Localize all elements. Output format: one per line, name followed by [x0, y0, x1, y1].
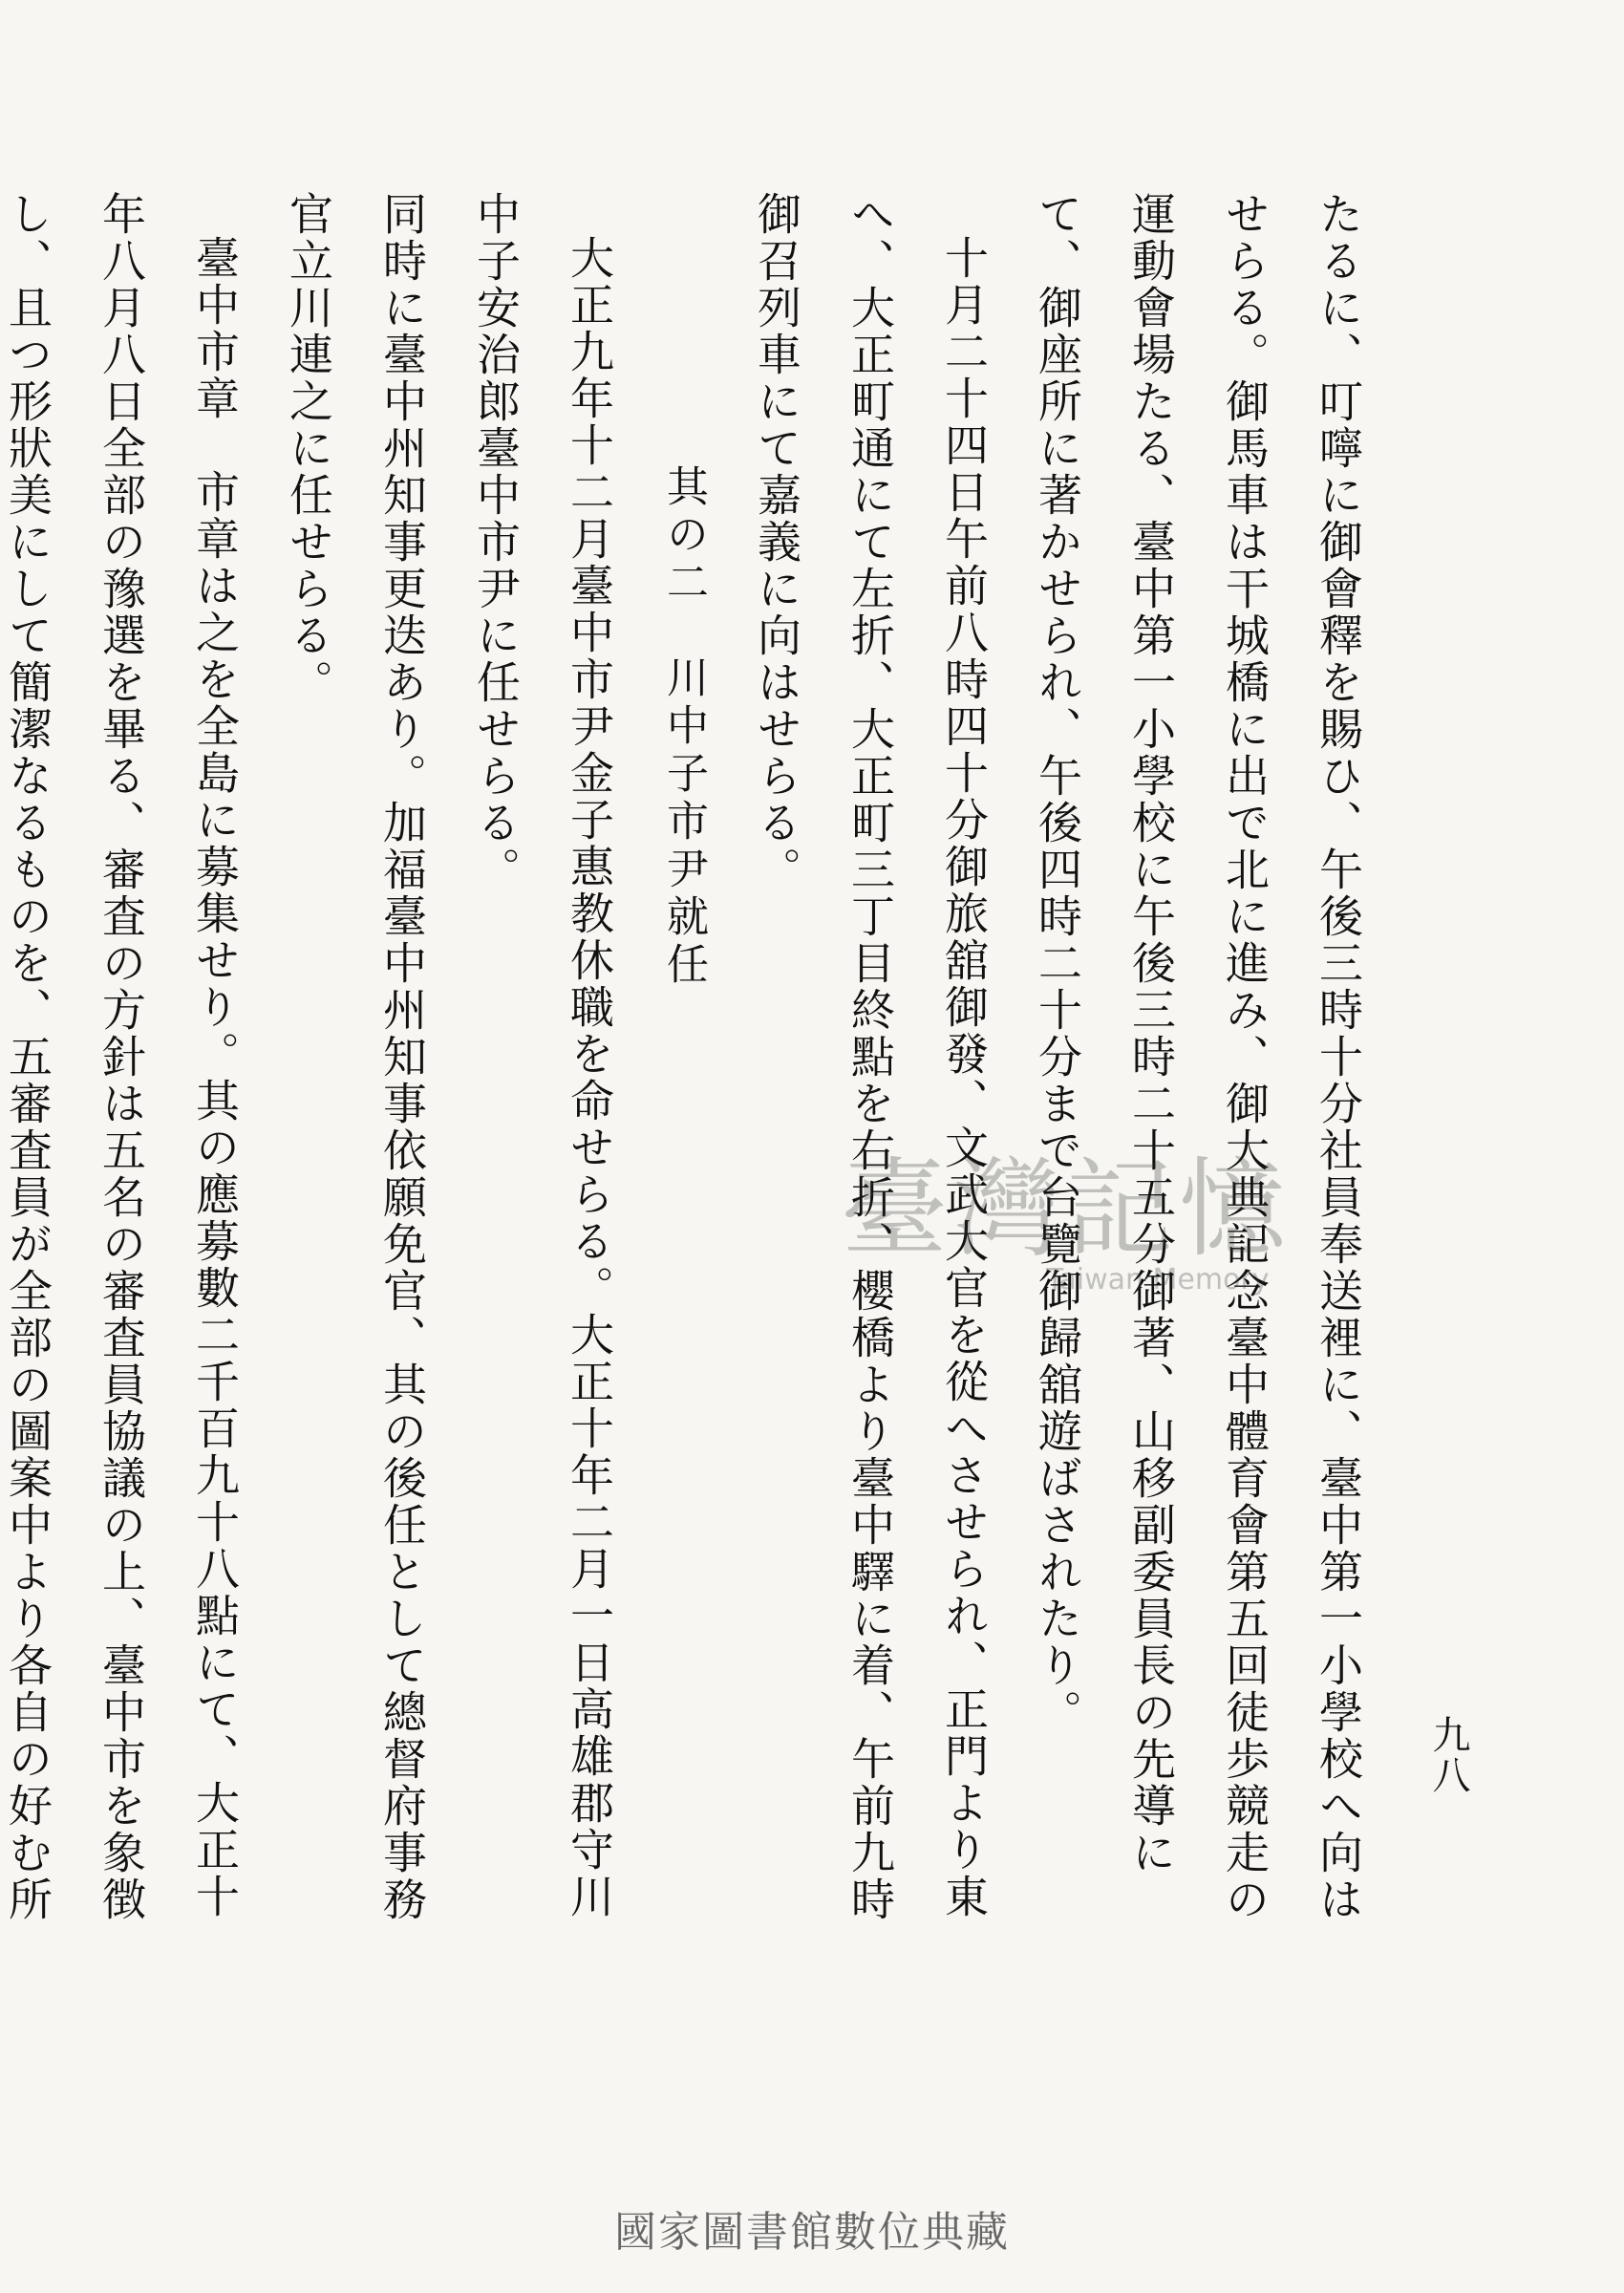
watermark-chinese-text: 臺灣記憶	[841, 1147, 1292, 1272]
section-subheading: 其の二 川中子市尹就任	[659, 464, 708, 990]
vertical-text-body	[2, 191, 1385, 1959]
paragraph-city-emblem: 臺中市章 市章は之を全島に募集せり。其の應募數二千百九十八點にて、大正十年八月八日全部の豫選を畢る、審査の方針は五名の審査員協議の上、臺中市を象徴し、且つ形狀美にして簡潔なるものを、五審査員が全部の圖案中より各自の好む所	[2, 191, 241, 1923]
paragraph-visit: たるに、叮嚀に御會釋を賜ひ、午後三時十分社員奉送裡に、臺中第一小學校へ向はせらる。御馬車は干城橋に出で北に進み、御大典記念臺中體育會第五回徒歩競走の運動會場たる、臺中第一小學校に午後三時二十五分御著、山移副委員長の先導にて、御座所に著かせられ、午後四時二十分まで台覽御歸舘遊ばされたり。	[1032, 191, 1364, 1923]
library-footer: 國家圖書館數位典藏	[614, 2208, 1010, 2257]
watermark-english-text: Taiwan Memory	[1046, 1263, 1270, 1297]
paragraph-appointment: 大正九年十二月臺中市尹金子惠教休職を命せらる。大正十年二月一日高雄郡守川中子安治郎臺中市尹に任せらる。	[470, 191, 615, 1920]
page-number: 九八	[1426, 1715, 1470, 1795]
paragraph-governor-change: 同時に臺中州知事更迭あり。加福臺中州知事依願免官、其の後任として總督府事務官立川連之に任せらる。	[283, 191, 428, 1923]
paragraph-departure: 十月二十四日午前八時四十分御旅舘御發、文武大官を從へさせられ、正門より東へ、大正町通にて左折、大正町三丁目終點を右折、櫻橋より臺中驛に着、午前九時御召列車にて嘉義に向はせらる。	[751, 191, 990, 1923]
